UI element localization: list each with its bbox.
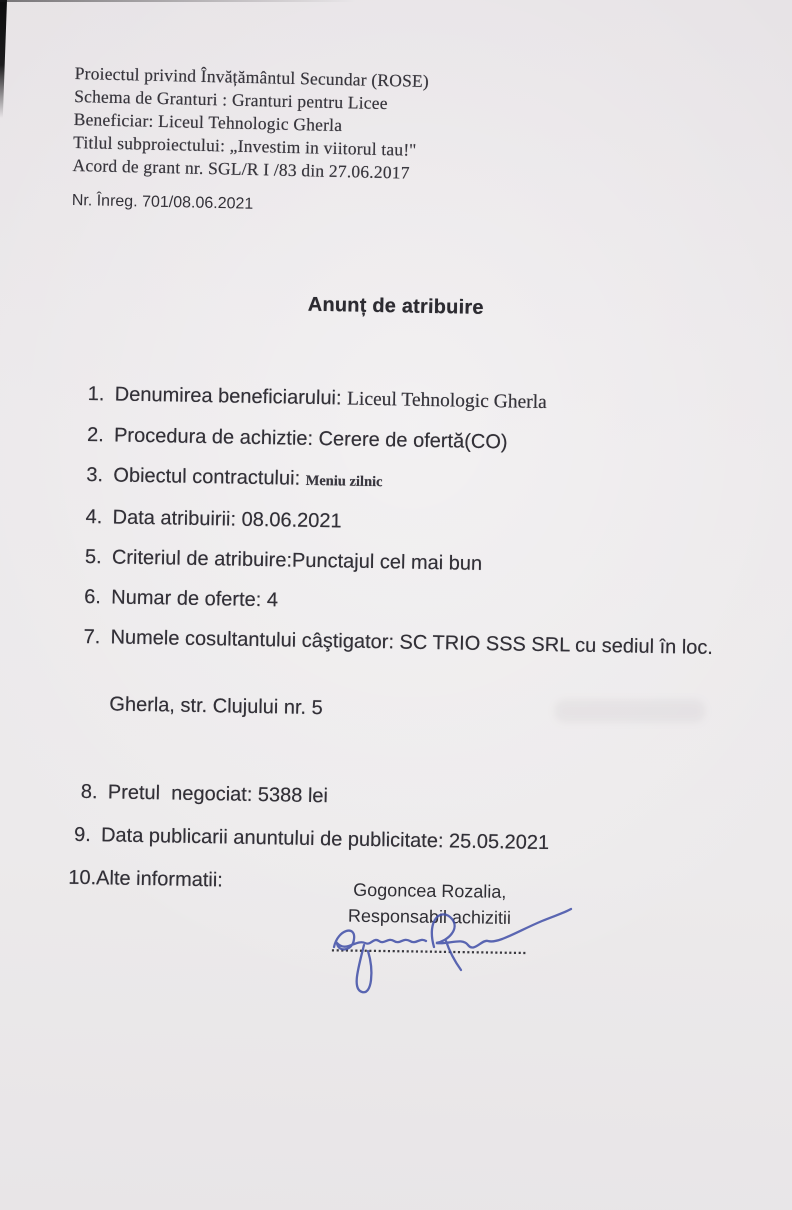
registration-number: Nr. Înreg. 701/08.06.2021 (71, 192, 254, 213)
award-details-list (68, 382, 756, 918)
signatory-role: Responsabil achizitii (347, 905, 512, 928)
list-item-procedure (87, 423, 755, 459)
list-item-number: 1. (87, 382, 105, 406)
photo-corner-shadow (0, 0, 7, 118)
list-item-text: Numele cosultantului câştigator: SC TRIO SSS SRL cu sediul în loc. (110, 626, 714, 659)
list-item-text: Data publicarii anuntului de publicitate: 25.05.2021 (100, 824, 550, 855)
list-item-offers-count (84, 585, 752, 621)
signature-dotted-line: .......................................... (330, 938, 528, 959)
list-item-contract-object (86, 463, 754, 501)
list-item-number: 9. (73, 823, 91, 847)
list-item-number: 4. (85, 505, 103, 529)
list-item-number: 10. (68, 866, 97, 890)
list-item-text: Numar de oferte: 4 (111, 586, 279, 612)
list-item-text: Alte informatii: (95, 867, 224, 892)
list-item-number: 8. (80, 780, 98, 804)
signature-block (299, 876, 560, 964)
list-item-criteria (85, 545, 753, 581)
header-line-grant: Acord de grant nr. SGL/R I /83 din 27.06.2017 (72, 154, 410, 183)
list-item-text: Data atribuirii: 08.06.2021 (112, 506, 342, 533)
list-item-value: Liceul Tehnologic Gherla (346, 388, 547, 414)
list-item-number: 7. (83, 625, 101, 649)
list-item-text: Procedura de achiztie: Cerere de ofertă(CO) (113, 424, 508, 454)
list-item-publication-date (74, 823, 748, 859)
header-line-beneficiary: Beneficiar: Liceul Tehnologic Gherla (73, 108, 343, 136)
list-item-text: Pretul negociat: 5388 lei (107, 781, 329, 808)
list-item-number: 3. (86, 463, 104, 487)
list-item-winner (81, 625, 751, 776)
list-item-beneficiary (88, 382, 756, 419)
list-item-winner-address: Gherla, str. Clujului nr. 5 (109, 693, 323, 720)
header-line-project: Proiectul privind Învățământul Secundar (ROSE) (74, 62, 430, 92)
list-item-value: Meniu zilnic (305, 472, 383, 491)
document-title: Anunț de atribuire (307, 293, 484, 319)
list-item-number: 6. (84, 585, 102, 609)
project-header (72, 62, 495, 186)
photo-top-edge-shadow (0, 0, 356, 2)
list-item-text: Obiectul contractului: (113, 464, 306, 490)
list-item-number: 5. (84, 545, 102, 569)
header-line-scheme: Schema de Granturi : Granturi pentru Licee (74, 85, 388, 114)
signatory-name: Gogoncea Rozalia, (353, 879, 507, 902)
header-line-subproject: Titlul subproiectului: „Investim in viitorul tau!'' (72, 131, 417, 160)
list-item-text: Denumirea beneficiarului: (114, 383, 348, 410)
list-item-award-date (85, 505, 753, 541)
list-item-price (81, 780, 749, 816)
list-item-text: Criteriul de atribuire:Punctajul cel mai bun (111, 546, 483, 575)
list-item-number: 2. (86, 423, 104, 447)
